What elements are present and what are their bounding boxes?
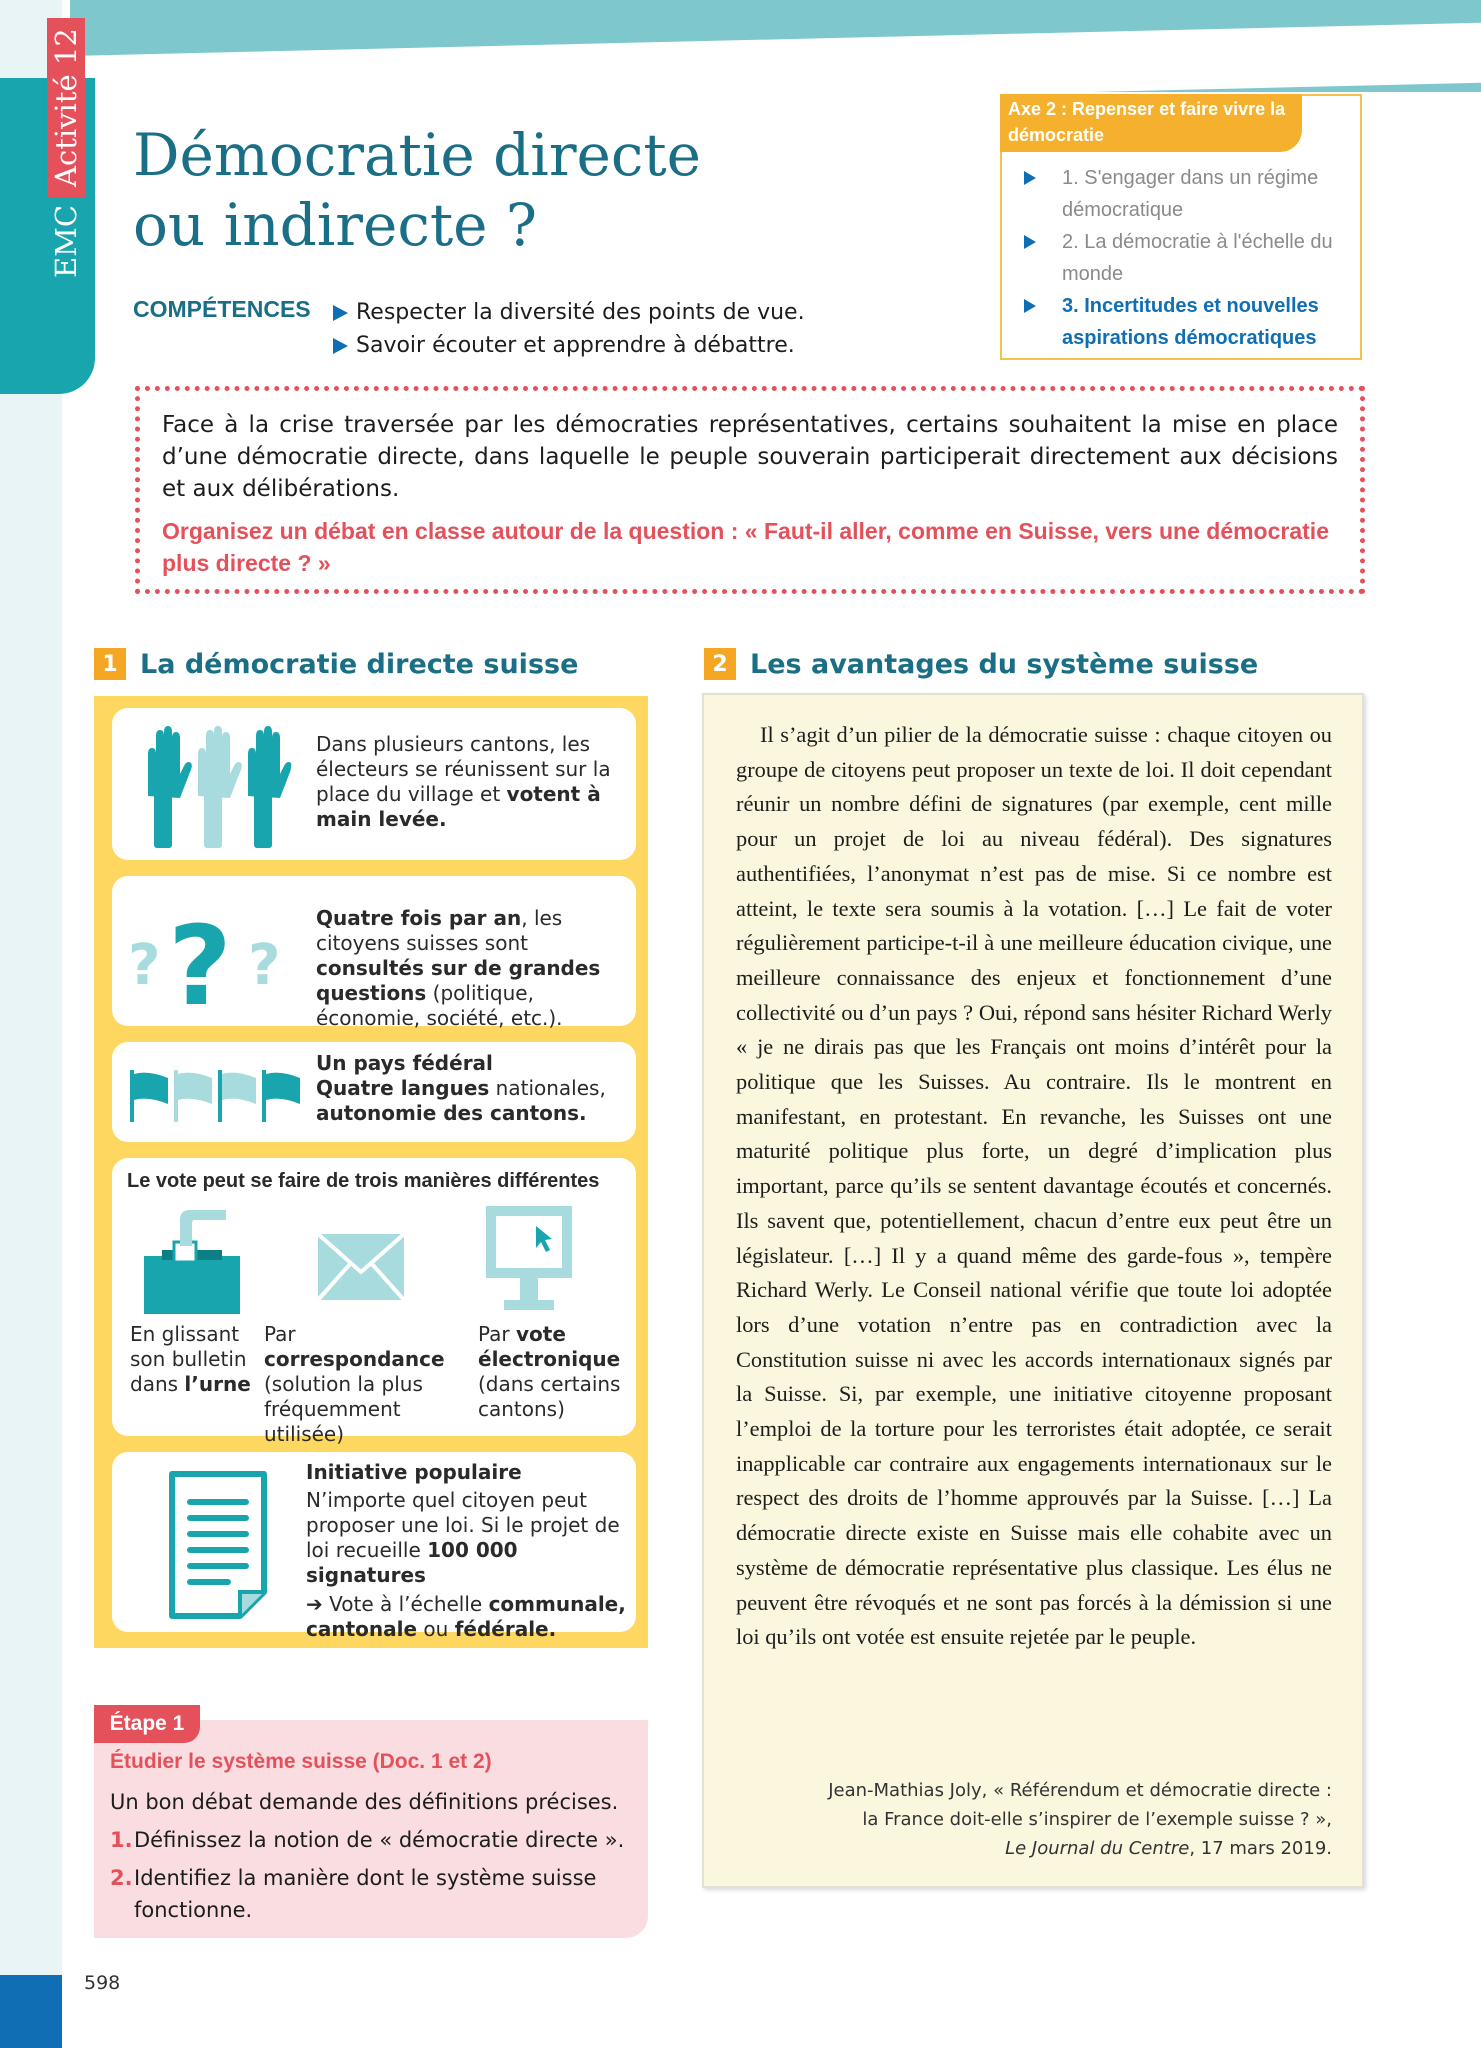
vote-methods-title: Le vote peut se faire de trois manières différentes [127,1170,600,1192]
triangle-icon [1024,171,1036,185]
axe-box [1000,94,1362,360]
doc2-title: Les avantages du système suisse [750,648,1259,680]
etape-question: 1. Définissez la notion de « démocratie directe ». [110,1828,625,1852]
svg-text:?: ? [128,933,161,998]
doc1-heading [94,648,578,680]
flags-icon [128,1070,303,1122]
doc1-number: 1 [94,648,126,680]
vote-method-urn: En glissant son bulletin dans l’urne [130,1322,251,1396]
doc2-heading [704,648,1258,680]
competences-list [333,296,805,362]
axe-list [1022,162,1352,354]
intro-text: Face à la crise traversée par les démocraties représentatives, certains souhaitent la mise en place d’une démocratie directe, dans laquelle le peuple souverain participerait directement aux décisions et aux délibérations. [162,412,1338,502]
card-initiative-text: Initiative populaire N’importe quel citoyen peut proposer une loi. Si le projet de loi recueille 100 000 signatures ➔ Vote à l’échelle communale, cantonale ou fédérale. [306,1460,626,1641]
left-margin-footer [0,1975,62,2048]
activity-label: Activité 12 [47,18,85,197]
etape-questions [110,1824,630,1926]
axe-item: 1. S'engager dans un régime démocratique [1022,162,1352,226]
axe-item: 2. La démocratie à l'échelle du monde [1022,226,1352,290]
doc2-text: Il s’agit d’un pilier de la démocratie suisse : chaque citoyen ou groupe de citoyens peut proposer un texte de loi. Il doit cependant réunir un nombre défini de signatures (par exemple, cent mille pour un projet de loi au niveau fédéral). Des signatures authentifiées, l’anonymat n’est pas de mise. Si ce nombre est atteint, le texte sera soumis à la votation. […] Le fait de voter régulièrement participe-t-il à une meilleure éducation civique, une meilleure connaissance des enjeux et fonctionnement d’une collectivité ou d’un pays ? Oui, répond sans hésiter Richard Werly « je ne dirais pas que les Français ont moins d’intérêt pour la politique que les Suisses. Au contraire. Ils le montrent en manifestant, en protestant. En revanche, les Suisses ont une maturité politique plus forte, un degré d’implication plus important, parce qu’ils se sentent davantage écoutés et concernés. Ils savent que, potentiellement, chacun d’entre eux peut être un législateur. […] Il y a quand même des garde-fous », tempère Richard Werly. Le Conseil national vérifie que toute loi adoptée lors d’une votation n’entre pas en contradiction avec la Constitution suisse ni avec les accords internationaux signés par la Suisse. Si, par exemple, une initiative citoyenne proposant l’emploi de la torture pour les terroristes était adoptée, ce serait inapplicable car contraire aux engagements internationaux sur le respect des droits de l’homme approuvés par la Suisse. […] La démocratie directe existe en Suisse mais elle cohabite avec un système de démocratie représentative plus classique. Les élus ne peuvent être révoqués et ne sont pas forcés à la démission si une loi qu’ils ont votée est ensuite rejetée par le peuple. [736,722,1332,1650]
arrow-icon [333,338,348,354]
page-number: 598 [84,1972,121,1994]
page-title [133,120,701,260]
doc1-title: La démocratie directe suisse [140,648,579,680]
etape-title: Étudier le système suisse (Doc. 1 et 2) [110,1750,492,1773]
axe-item-active: 3. Incertitudes et nouvelles aspirations démocratiques [1022,290,1352,354]
etape-question: 2. Identifiez la manière dont le système suisse fonctionne. [110,1866,597,1922]
triangle-icon [1024,235,1036,249]
svg-text:?: ? [248,933,281,998]
card-questions-text: Quatre fois par an, les citoyens suisses sont consultés sur de grandes questions (politique, économie, société, etc.). [316,906,601,1030]
vote-method-electronic: Par vote électronique (dans certains cantons) [478,1322,621,1421]
competence-item: Respecter la diversité des points de vue. [333,296,805,329]
debate-question: Organisez un débat en classe autour de la question : « Faut-il aller, comme en Suisse, vers une démocratie plus directe ? » [162,518,1329,576]
competence-item: Savoir écouter et apprendre à débattre. [333,329,805,362]
envelope-icon [316,1232,406,1304]
computer-icon [484,1204,576,1316]
document-icon [168,1470,268,1620]
question-marks-icon [128,906,298,1016]
doc2-number: 2 [704,648,736,680]
title-line-1: Démocratie directe [133,121,701,189]
etape-lead: Un bon débat demande des définitions précises. [110,1790,619,1814]
etape-content [110,1746,630,1932]
initiative-title: Initiative populaire [306,1460,522,1484]
axe-title: Axe 2 : Repenser et faire vivre la démocratie [1000,94,1302,152]
intro-box [135,386,1365,594]
title-line-2: ou indirecte ? [133,191,537,259]
etape-badge: Étape 1 [94,1705,200,1743]
card-flags-text: Un pays fédéral Quatre langues nationales, autonomie des cantons. [316,1051,606,1125]
arrow-icon [333,305,348,321]
doc2-source: Jean-Mathias Joly, « Référendum et démocratie directe : la France doit-elle s’inspirer de l’exemple suisse ? », Le Journal du Centre, 17 mars 2019. [828,1780,1332,1859]
card-hands-text: Dans plusieurs cantons, les électeurs se réunissent sur la place du village et votent à main levée. [316,732,611,831]
activity-side-tab [0,28,95,394]
subject-label: EMC [49,204,83,278]
vote-method-mail: Par correspondance (solution la plus fréquemment utilisée) [264,1322,445,1446]
raised-hands-icon [142,726,292,850]
triangle-icon [1024,299,1036,313]
ballot-box-icon [140,1206,245,1316]
competences-label: COMPÉTENCES [133,296,311,322]
svg-text:?: ? [168,906,232,1016]
